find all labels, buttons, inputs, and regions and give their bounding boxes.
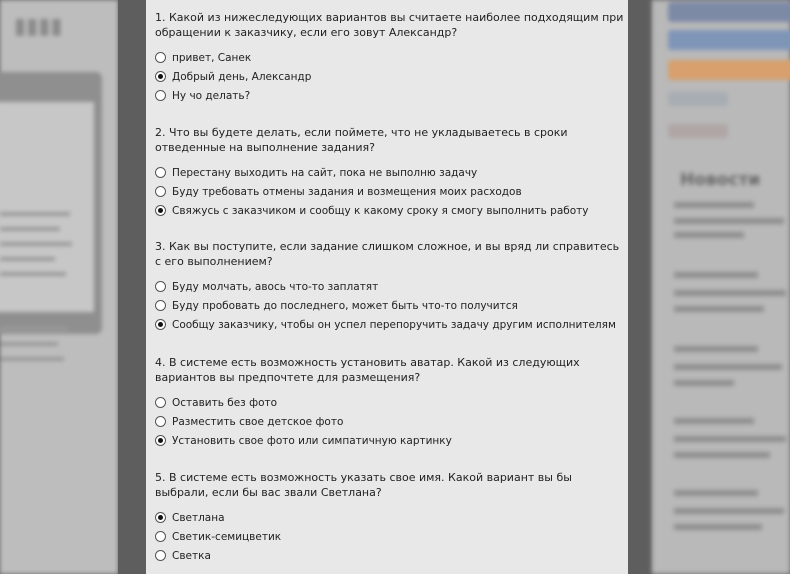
- question-1: [155, 10, 625, 105]
- option-radio[interactable]: [155, 48, 625, 67]
- option-label: Разместить свое детское фото: [172, 415, 344, 428]
- social-button-blurred: [668, 30, 790, 50]
- option-label: Светик-семицветик: [172, 530, 282, 543]
- option-radio[interactable]: [155, 182, 625, 201]
- radio-button[interactable]: [155, 186, 166, 197]
- question-5: [155, 470, 625, 565]
- radio-button[interactable]: [155, 205, 166, 216]
- radio-button[interactable]: [155, 512, 166, 523]
- option-label: Буду требовать отмены задания и возмещения моих расходов: [172, 185, 522, 198]
- question-text: 5. В системе есть возможность указать свое имя. Какой вариант вы бы выбрали, если бы вас звали Светлана?: [155, 471, 572, 499]
- radio-button[interactable]: [155, 167, 166, 178]
- option-radio[interactable]: [155, 67, 625, 86]
- option-label: Ну чо делать?: [172, 89, 251, 102]
- option-label: Сообщу заказчику, чтобы он успел перепоручить задачу другим исполнителям: [172, 318, 616, 331]
- option-label: Буду пробовать до последнего, может быть что-то получится: [172, 299, 518, 312]
- question-3: [155, 239, 625, 334]
- question-text: 4. В системе есть возможность установить аватар. Какой из следующих вариантов вы предпочтете для размещения?: [155, 356, 580, 384]
- social-button-blurred: [668, 60, 790, 80]
- option-label: привет, Санек: [172, 51, 252, 64]
- option-label: Буду молчать, авось что-то заплатят: [172, 280, 379, 293]
- question-text: 1. Какой из нижеследующих вариантов вы считаете наиболее подходящим при обращении к заказчику, если его зовут Александр?: [155, 11, 624, 39]
- radio-button[interactable]: [155, 435, 166, 446]
- option-label: Светлана: [172, 511, 225, 524]
- option-radio[interactable]: [155, 546, 625, 565]
- option-radio[interactable]: [155, 393, 625, 412]
- radio-button[interactable]: [155, 71, 166, 82]
- option-radio[interactable]: [155, 412, 625, 431]
- option-label: Светка: [172, 549, 211, 562]
- site-logo-blurred: ▮▮▮▮: [14, 14, 63, 39]
- question-2: [155, 125, 625, 220]
- question-text: 2. Что вы будете делать, если поймете, что не укладываетесь в сроки отведенные на выполнение задания?: [155, 126, 568, 154]
- left-widget-blurred: [0, 72, 102, 334]
- share-button-blurred: [668, 92, 728, 106]
- share-button-blurred: [668, 124, 728, 138]
- radio-button[interactable]: [155, 416, 166, 427]
- option-radio[interactable]: [155, 508, 625, 527]
- social-button-blurred: [668, 2, 790, 22]
- modal-frame-right: [628, 0, 652, 574]
- option-label: Перестану выходить на сайт, пока не выполню задачу: [172, 166, 478, 179]
- radio-button[interactable]: [155, 319, 166, 330]
- radio-button[interactable]: [155, 531, 166, 542]
- option-label: Оставить без фото: [172, 396, 278, 409]
- modal-frame-left: [118, 0, 146, 574]
- option-radio[interactable]: [155, 201, 625, 220]
- radio-button[interactable]: [155, 397, 166, 408]
- option-label: Установить свое фото или симпатичную картинку: [172, 434, 452, 447]
- quiz-panel: [146, 0, 628, 574]
- question-text: 3. Как вы поступите, если задание слишком сложное, и вы вряд ли справитесь с его выполнением?: [155, 240, 620, 268]
- option-radio[interactable]: [155, 527, 625, 546]
- option-radio[interactable]: [155, 277, 625, 296]
- option-radio[interactable]: [155, 296, 625, 315]
- option-radio[interactable]: [155, 431, 625, 450]
- radio-button[interactable]: [155, 300, 166, 311]
- radio-button[interactable]: [155, 281, 166, 292]
- option-radio[interactable]: [155, 86, 625, 105]
- option-radio[interactable]: [155, 163, 625, 182]
- question-4: [155, 355, 625, 450]
- radio-button[interactable]: [155, 550, 166, 561]
- background-left-page: [0, 0, 118, 574]
- option-radio[interactable]: [155, 315, 625, 334]
- option-label: Свяжусь с заказчиком и сообщу к какому сроку я смогу выполнить работу: [172, 204, 589, 217]
- radio-button[interactable]: [155, 52, 166, 63]
- option-label: Добрый день, Александр: [172, 70, 312, 83]
- radio-button[interactable]: [155, 90, 166, 101]
- news-title: Новости: [680, 170, 761, 190]
- background-right-sidebar: [652, 0, 790, 574]
